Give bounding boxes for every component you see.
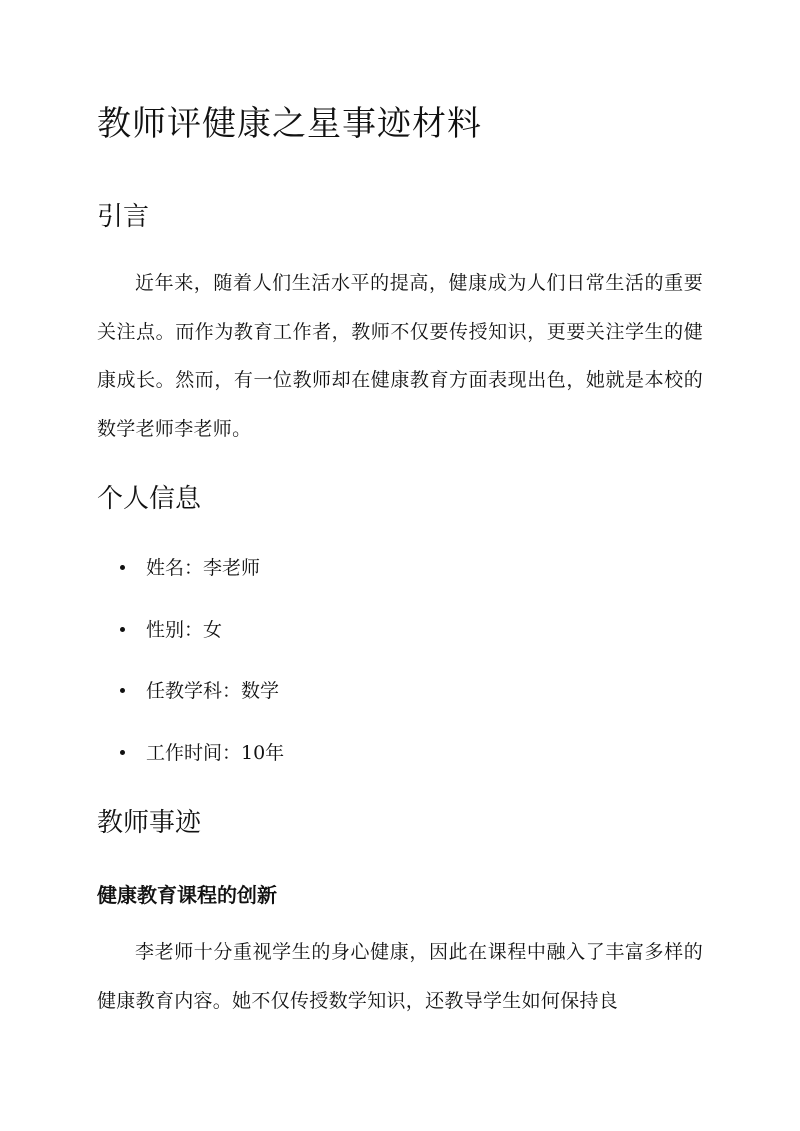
bullet-icon xyxy=(120,627,125,632)
document-title: 教师评健康之星事迹材料 xyxy=(97,104,482,144)
intro-paragraph: 近年来，随着人们生活水平的提高，健康成为人们日常生活的重要关注点。而作为教育工作者，教师不仅要传授知识，更要关注学生的健康成长。然而，有一位教师却在健康教育方面表现出色，她就是本校的数学老师李老师。 xyxy=(97,272,703,440)
deeds-paragraph: 李老师十分重视学生的身心健康，因此在课程中融入了丰富多样的健康教育内容。她不仅传授数学知识，还教导学生如何保持良 xyxy=(97,941,703,1012)
personal-info-heading: 个人信息 xyxy=(97,484,202,514)
list-item xyxy=(97,548,284,610)
list-item xyxy=(97,733,284,795)
info-subject: 任教学科：数学 xyxy=(146,680,280,702)
list-item xyxy=(97,610,284,672)
info-gender: 性别：女 xyxy=(146,618,223,641)
deeds-subheading: 健康教育课程的创新 xyxy=(97,883,277,907)
info-years: 工作时间：10年 xyxy=(146,741,285,764)
list-item xyxy=(97,671,284,733)
deeds-heading: 教师事迹 xyxy=(97,808,202,838)
bullet-icon xyxy=(120,688,125,693)
personal-info-list xyxy=(97,548,284,794)
bullet-icon xyxy=(120,750,125,755)
info-name: 姓名：李老师 xyxy=(146,557,261,579)
intro-heading: 引言 xyxy=(97,202,150,232)
bullet-icon xyxy=(120,565,125,570)
